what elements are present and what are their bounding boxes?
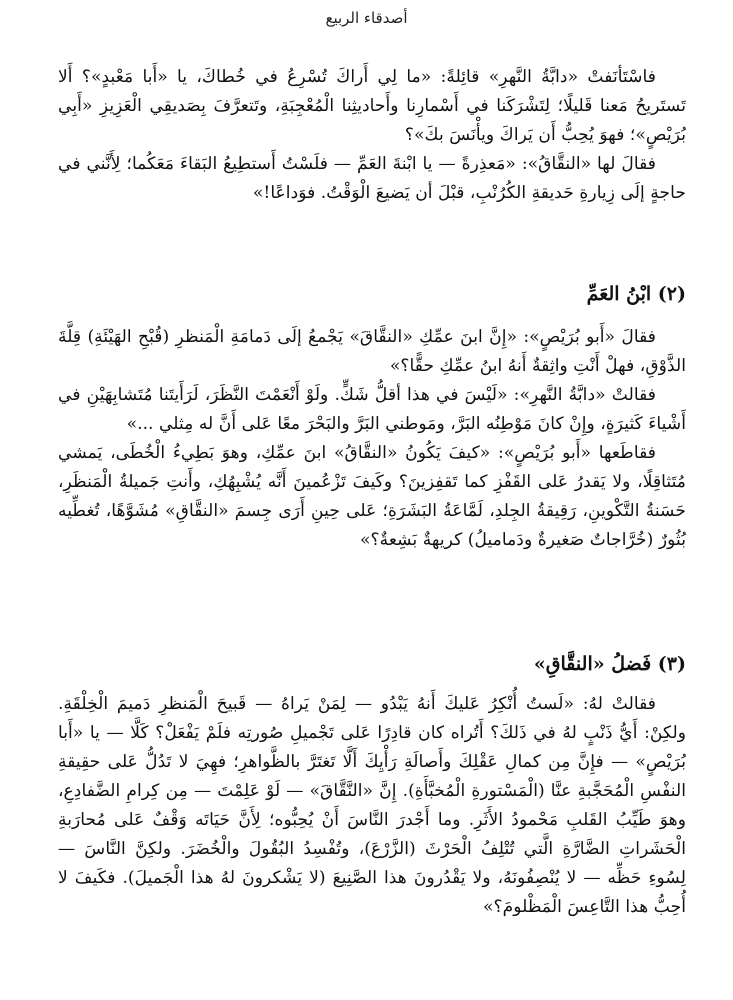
- paragraph: فقالَ «أَبو بُرَيْصٍ»: «إِنَّ ابنَ عمِّكِ «النقَّاقَ» يَجْمعُ إلَى دَمامَةِ الْمَنظرِ (قُبْحِ الهَيْئَةِ) قِلَّةَ الذَّوْقِ، فهلْ أَنْتِ واثِقةٌ أَنهُ ابنُ عمِّكِ حقًّا؟»: [58, 327, 686, 376]
- paragraph: فقالتْ لهُ: «لَستُ أُنْكِرُ عَليكَ أَنهُ يَبْدُو — لِمَنْ يَراهُ — قَبيحَ الْمَنظرِ دَميمَ الْخِلْقَةِ. ولكِنْ: أَيُّ ذَنْبٍ لهُ في ذَلكَ؟ أَتُراه كان قادِرًا عَلى تَجْميلِ صُورتِه فلَمْ يَفْعَلْ؟ كَلَّا — يا «أَبا بُرَيْصٍ» — فإِنَّ مِن كمالِ عَقْلِكَ وأَصالَةِ رَأْيِكَ أَلَّا تَغتَرَّ بالظَّواهرِ؛ فهِيَ لا تَدُلُّ عَلى حقِيقةِ النفْسِ الْمُحَجَّبةِ عنَّا (الْمَسْتورةِ الْمُخبَّأَةِ). إِنَّ «النَّقَّاقَ» — لَوْ عَلِمْتَ — مِن كِرامِ الضَّفادِعِ، وهوَ طَيِّبُ القَلبِ مَحْمودُ الأَثَرِ. وما أَجْدرَ النَّاسَ أَنْ يُحِبُّوه؛ لِأَنَّ حَيَاتَه وَقْفٌ عَلى مُحارَبةِ الْحَشَراتِ الضَّارَّةِ الَّتي تُتْلِفُ الْحَرْثَ (الزَّرْعَ)، وتُفْسِدُ البُقُولَ والْخُضَرَ. ولكِنَّ النَّاسَ — لِسُوءِ حَظِّه — لا يُنْصِفُونَهُ، ولا يَقْدُرونَ هذا الصَّنِيعَ (لا يَشْكرونَ لهُ هذا الْجَميلَ). فكَيفَ لا أُحِبُّ هذا التَّاعِسَ الْمَظْلومَ؟»: [58, 694, 686, 917]
- intro-text-block: [58, 63, 686, 208]
- section-heading-cousin: (٢) ابْنُ العَمِّ: [586, 283, 686, 305]
- paragraph: فقاطَعها «أَبو بُرَيْصٍ»: «كيفَ يَكُونُ «النقَّاقُ» ابنَ عمِّكِ، وهوَ بَطِيءُ الْخُطَى، يَمشي مُتَثاقِلًا، ولا يَقدرُ عَلى القَفْزِ كما تَقفِزينَ؟ وكَيفَ تَزْعُمينَ أَنَّه يُشْبِهُكِ، وأَنتِ جَميلةُ الْمَنظَرِ، حَسَنةُ التَّكْوينِ، رَقِيقةُ الجِلدِ، لَمَّاعَةُ البَشَرَةِ؛ عَلى حِينِ أَرَى جِسمَ «النقَّاقِ» مُشَوَّهًا، تُغطِّيه بُثُورٌ (خُرَّاجاتٌ صَغيرةٌ ودَماميلُ) كريهةٌ بَشِعةٌ؟»: [58, 443, 686, 550]
- paragraph: فاسْتَأنَفتْ «دابَّةُ النَّهرِ» قائِلةً: «ما لِي أَراكَ تُسْرِعُ في خُطاكَ، يا «أَبا مَعْبدٍ»؟ أَلا تَستَريحُ مَعنا قَليلًا؛ لِتَشْرَكَنا في أَسْمارِنا وأَحاديثِنا الْمُعْجِبَةِ، وتَتعرَّفَ بِصَديقِي الْعَزِيزِ «أَبِي بُرَيْصٍ»؛ فهوَ يُحِبُّ أَن يَراكَ ويأْنَسَ بكَ»؟: [58, 67, 686, 145]
- paragraph: فقالتْ «دابَّةُ النَّهرِ»: «لَيْسَ في هذا أقلُّ شَكٍّ. ولَوْ أَنْعَمْتَ النَّظَرَ، لَرَأَيتَنا مُتَشابِهَيْنِ في أَشْياءَ كَثيرَةٍ، وإِنْ كانَ مَوْطِنُه البَرَّ، ومَوطني البَرَّ والبَحْرَ معًا عَلى أَنَّ له مِثلي ...»: [58, 385, 686, 434]
- section-heading-virtue: (٣) فَضلُ «النقَّاقِ»: [533, 653, 686, 675]
- running-header: أصدقاء الربيع: [325, 9, 408, 27]
- section-2-text-block: [58, 323, 686, 555]
- section-3-text-block: [58, 690, 686, 922]
- paragraph: فقالَ لها «النقَّاقُ»: «مَعذِرةً — يا ابْنةَ العَمِّ — فلَسْتُ أَستطِيعُ البَقاءَ مَعَكُما؛ لِأَنَّني في حاجةٍ إلَى زِيارةِ حَديقةِ الكُرُنْبِ، قبْلَ أن يَضيعَ الْوَقْتُ. فوَداعًا!»: [58, 154, 686, 203]
